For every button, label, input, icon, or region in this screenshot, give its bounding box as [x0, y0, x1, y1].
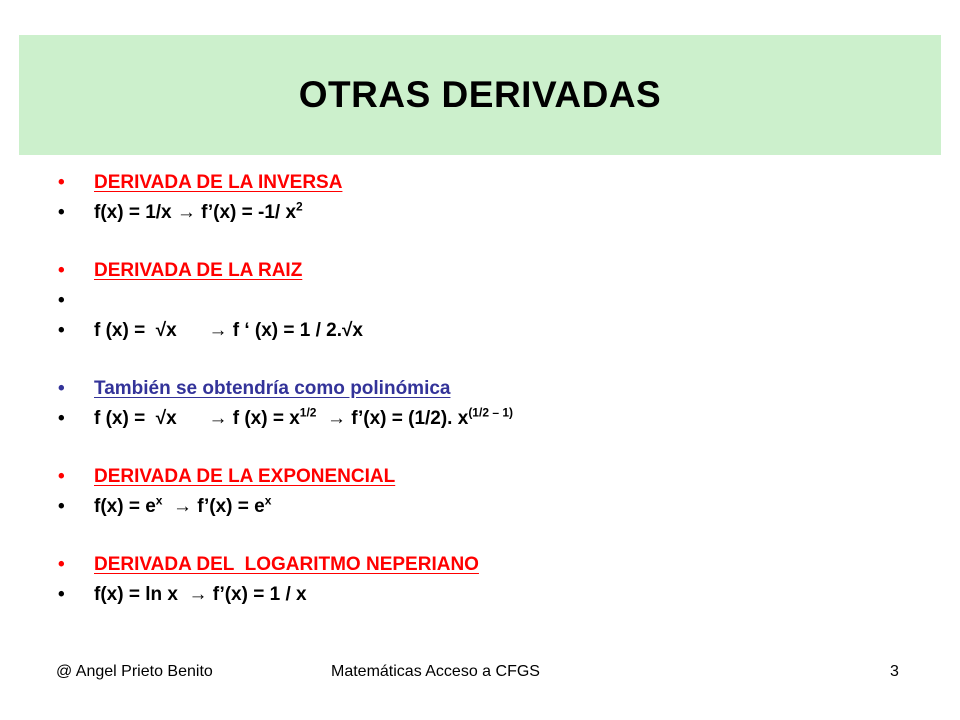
- arrow-icon: →: [176, 202, 196, 223]
- formula-logaritmo: f(x) = ln x → f’(x) = 1 / x: [94, 584, 307, 605]
- formula-polinomica: f (x) = √x → f $(x) = x^{1/2}$ → f’(x) = (1/2). $x^{(1/2 - 1)}$: [94, 405, 514, 429]
- bullet-icon: •: [58, 260, 65, 281]
- formula-exponencial: $f(x) = e^x$ → f’(x) = $e^x$: [94, 493, 272, 517]
- list-item: [58, 168, 918, 198]
- bullet-icon: •: [58, 408, 65, 429]
- heading-polinomica: También se obtendría como polinómica: [94, 378, 451, 399]
- list-item: [58, 256, 918, 286]
- list-item: [58, 580, 918, 610]
- bullet-icon: •: [58, 584, 65, 605]
- list-item: [58, 374, 918, 404]
- arrow-icon: →: [208, 408, 228, 429]
- heading-raiz: DERIVADA DE LA RAIZ: [94, 260, 303, 281]
- bullet-icon: •: [58, 496, 65, 517]
- arrow-icon: →: [173, 496, 193, 517]
- slide-content: [58, 168, 918, 610]
- slide-title: OTRAS DERIVADAS: [298, 74, 662, 115]
- bullet-icon: •: [58, 378, 65, 399]
- list-item-empty: [58, 286, 918, 316]
- footer-author: @ Angel Prieto Benito: [56, 663, 213, 680]
- bullet-icon: •: [58, 172, 65, 193]
- list-item: [58, 462, 918, 492]
- bullet-icon: •: [58, 290, 65, 311]
- heading-inversa: DERIVADA DE LA INVERSA: [94, 172, 343, 193]
- list-item: [58, 550, 918, 580]
- page-number: 3: [890, 663, 899, 680]
- bullet-icon: •: [58, 554, 65, 575]
- title-banner: [19, 35, 941, 155]
- bullet-icon: •: [58, 320, 65, 341]
- arrow-icon: →: [188, 584, 208, 605]
- arrow-icon: →: [327, 408, 347, 429]
- heading-logaritmo: DERIVADA DEL LOGARITMO NEPERIANO: [94, 554, 479, 575]
- footer-course: Matemáticas Acceso a CFGS: [331, 663, 540, 680]
- formula-raiz: f (x) = √x → f ‘ (x) = 1 / 2.√x: [94, 320, 363, 341]
- list-item: [58, 492, 918, 522]
- formula-inversa: f(x) = 1/x → f’(x) = -1/ $x^2$: [94, 199, 303, 223]
- arrow-icon: →: [208, 320, 228, 341]
- bullet-icon: •: [58, 466, 65, 487]
- list-item: [58, 316, 918, 346]
- heading-exponencial: DERIVADA DE LA EXPONENCIAL: [94, 466, 396, 487]
- list-item: [58, 404, 918, 434]
- list-item: [58, 198, 918, 228]
- bullet-icon: •: [58, 202, 65, 223]
